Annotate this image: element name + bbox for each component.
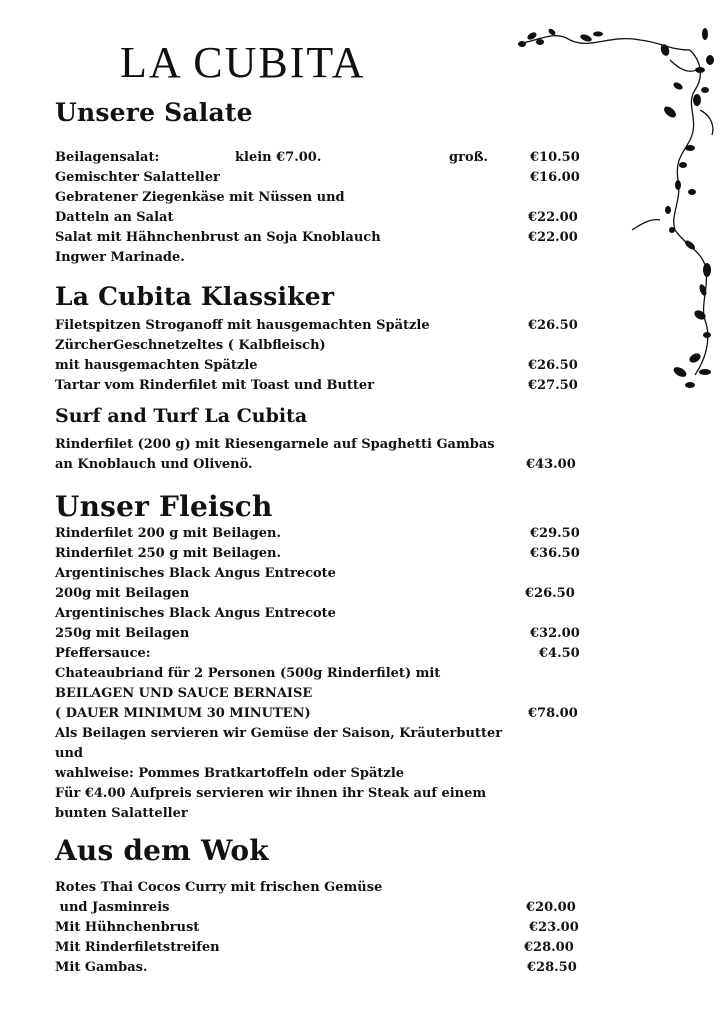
item-text: mit hausgemachten Spätzle	[55, 358, 258, 373]
item-text: Tartar vom Rinderfilet mit Toast und Butter	[55, 378, 375, 393]
menu-line	[55, 898, 595, 918]
item-price: €28.50	[527, 960, 577, 975]
item-text: Gemischter Salatteller	[55, 170, 220, 185]
menu-line	[55, 958, 595, 978]
section-heading-salate: Unsere Salate	[55, 98, 253, 127]
item-text: Mit Rinderfiletstreifen	[55, 940, 220, 955]
menu-line	[55, 168, 595, 188]
item-text: Für €4.00 Aufpreis servieren wir ihnen ihr Steak auf einem	[55, 786, 487, 801]
menu-line	[55, 704, 595, 724]
menu-line	[55, 684, 595, 704]
menu-line	[55, 604, 595, 624]
item-text: Rinderfilet (200 g) mit Riesengarnele auf Spaghetti Gambas	[55, 437, 495, 452]
item-text: und Jasminreis	[55, 900, 170, 915]
item-price: €26.50	[528, 318, 578, 333]
menu-line	[55, 584, 595, 604]
menu-line	[55, 764, 595, 784]
item-price: €28.00	[524, 940, 574, 955]
section-heading-wok: Aus dem Wok	[55, 834, 269, 867]
menu-line	[55, 878, 595, 898]
item-text: 200g mit Beilagen	[55, 586, 190, 601]
menu-line	[55, 376, 595, 396]
item-text: ( DAUER MINIMUM 30 MINUTEN)	[55, 706, 311, 721]
menu-line	[55, 664, 595, 684]
section-heading-klassiker: La Cubita Klassiker	[55, 282, 335, 311]
item-text: Gebratener Ziegenkäse mit Nüssen und	[55, 190, 345, 205]
item-size-large: groß.	[449, 150, 489, 165]
item-text: ZürcherGeschnetzeltes ( Kalbfleisch)	[55, 338, 326, 353]
menu-line	[55, 316, 595, 336]
menu-line	[55, 524, 595, 544]
menu-line	[55, 228, 595, 248]
item-text: BEILAGEN UND SAUCE BERNAISE	[55, 686, 313, 701]
item-text: Salat mit Hähnchenbrust an Soja Knoblauch	[55, 230, 381, 245]
item-price: €78.00	[528, 706, 578, 721]
item-text: Rinderfilet 250 g mit Beilagen.	[55, 546, 281, 561]
item-price: €27.50	[528, 378, 578, 393]
restaurant-title: LA CUBITA	[120, 38, 366, 87]
menu-line	[55, 938, 595, 958]
item-text: Chateaubriand für 2 Personen (500g Rinderfilet) mit	[55, 666, 441, 681]
item-price: €20.00	[526, 900, 576, 915]
item-price: €26.50	[528, 358, 578, 373]
item-text: Datteln an Salat	[55, 210, 174, 225]
menu-line	[55, 188, 595, 208]
menu-line	[55, 544, 595, 564]
item-text: Als Beilagen servieren wir Gemüse der Saison, Kräuterbutter	[55, 726, 503, 741]
menu-line	[55, 455, 595, 475]
item-text: Filetspitzen Stroganoff mit hausgemachten Spätzle	[55, 318, 430, 333]
menu-line	[55, 918, 595, 938]
item-price: €26.50	[525, 586, 575, 601]
menu-line	[55, 784, 595, 804]
menu-line	[55, 336, 595, 356]
section-heading-fleisch: Unser Fleisch	[55, 490, 273, 523]
item-text: wahlweise: Pommes Bratkartoffeln oder Spätzle	[55, 766, 405, 781]
item-price: €32.00	[530, 626, 580, 641]
menu-line	[55, 744, 595, 764]
item-text: bunten Salatteller	[55, 806, 188, 821]
item-text: 250g mit Beilagen	[55, 626, 190, 641]
menu-line	[55, 248, 595, 268]
item-text: Mit Hühnchenbrust	[55, 920, 200, 935]
item-price: €4.50	[539, 646, 580, 661]
menu-line	[55, 724, 595, 744]
menu-line	[55, 644, 595, 664]
menu-line	[55, 624, 595, 644]
item-text: Rotes Thai Cocos Curry mit frischen Gemüse	[55, 880, 383, 895]
item-size-small: klein €7.00.	[235, 150, 322, 165]
menu-line	[55, 804, 595, 824]
item-price: €22.00	[528, 210, 578, 225]
item-price: €16.00	[530, 170, 580, 185]
item-price: €22.00	[528, 230, 578, 245]
item-text: Mit Gambas.	[55, 960, 148, 975]
item-text: Pfeffersauce:	[55, 646, 151, 661]
item-text: Rinderfilet 200 g mit Beilagen.	[55, 526, 281, 541]
menu-line	[55, 435, 595, 455]
menu-line	[55, 564, 595, 584]
item-text: Ingwer Marinade.	[55, 250, 185, 265]
item-text: Argentinisches Black Angus Entrecote	[55, 606, 336, 621]
item-text: und	[55, 746, 83, 761]
section-heading-surf-turf: Surf and Turf La Cubita	[55, 405, 308, 427]
item-text: Beilagensalat:	[55, 150, 160, 165]
item-price: €36.50	[530, 546, 580, 561]
menu-line	[55, 148, 595, 168]
item-text: an Knoblauch und Olivenö.	[55, 457, 253, 472]
menu-line	[55, 356, 595, 376]
item-price: €23.00	[529, 920, 579, 935]
item-text: Argentinisches Black Angus Entrecote	[55, 566, 336, 581]
item-price: €43.00	[526, 457, 576, 472]
menu-line	[55, 208, 595, 228]
item-price: €29.50	[530, 526, 580, 541]
item-price: €10.50	[530, 150, 580, 165]
